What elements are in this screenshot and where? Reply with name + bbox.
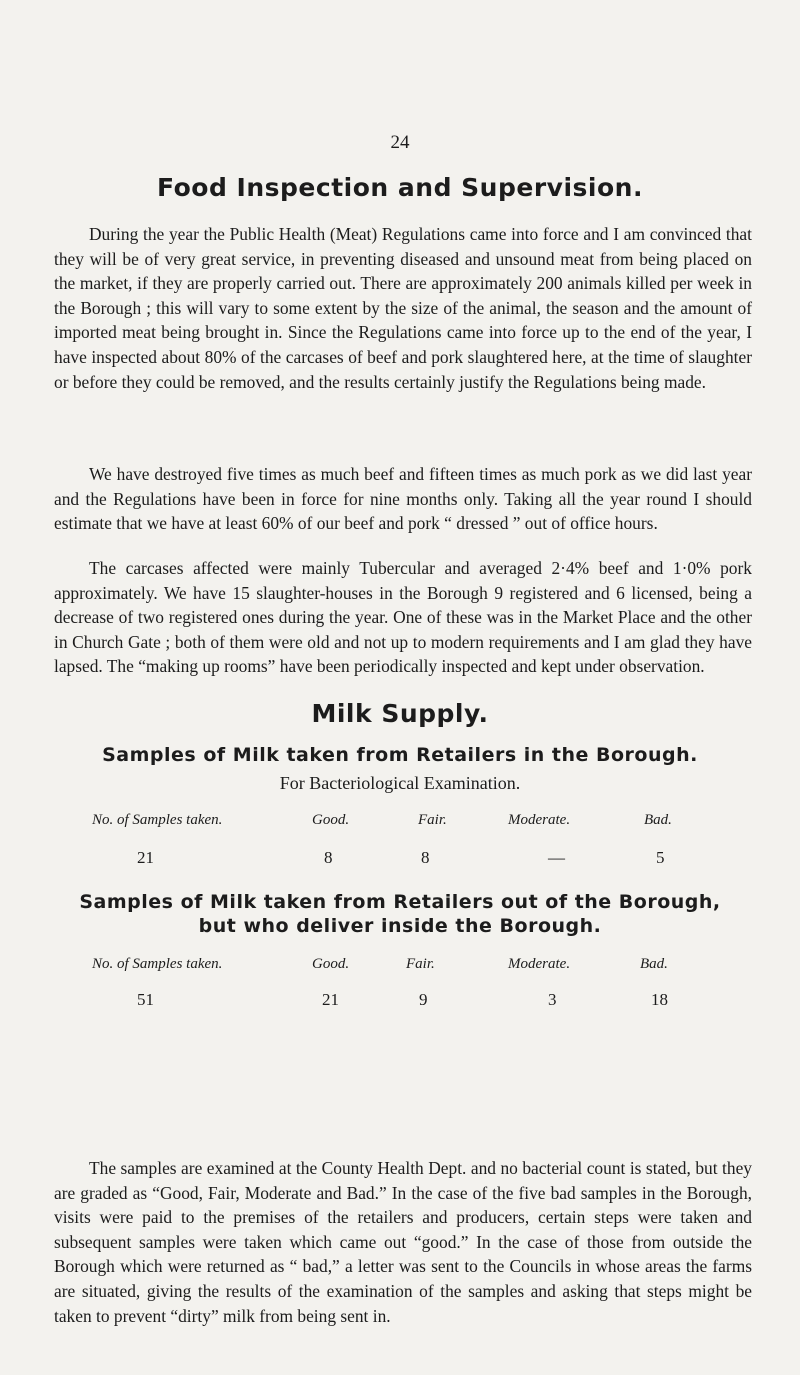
- table2-value-bad: 18: [651, 990, 668, 1009]
- table1-header-row: [0, 812, 800, 832]
- table1-header-good: Good.: [312, 812, 350, 828]
- table1-value-samples: 21: [137, 848, 154, 867]
- food-inspection-heading: Food Inspection and Supervision.: [157, 173, 643, 202]
- table2-header-bad: Bad.: [640, 956, 668, 972]
- table2: [0, 956, 800, 1012]
- page-number: 24: [390, 132, 410, 153]
- milk-supply-heading: Milk Supply.: [311, 699, 489, 728]
- table2-value-good: 21: [322, 990, 339, 1009]
- table1-subtitle: For Bacteriological Examination.: [279, 773, 521, 793]
- table2-header-moderate: Moderate.: [508, 956, 571, 972]
- table2-title: [0, 890, 800, 938]
- table2-value-fair: 9: [419, 990, 428, 1009]
- food-paragraph-1: During the year the Public Health (Meat) Regulations came into force and I am convinced that they will be of very great service, in preventing diseased and unsound meat from being placed on the market, if they are properly carried out. There are approximately 200 animals killed per week in the Borough ; this will vary to some extent by the size of the animal, the season and the amount of imported meat being brought in. Since the Regulations came into force up to the end of the year, I have inspected about 80% of the carcases of beef and pork slaughtered here, at the time of slaughter or before they could be removed, and the results certainly justify the Regulations being made.: [54, 224, 752, 392]
- table1-value-moderate: —: [548, 848, 565, 867]
- table2-value-moderate: 3: [548, 990, 557, 1009]
- milk-paragraph: The samples are examined at the County Health Dept. and no bacterial count is stated, but they are graded as “Good, Fair, Moderate and Bad.” In the case of the five bad samples in the Borough, visits were paid to the premises of the retailers and producers, certain steps were taken and subsequent samples were taken which came out “good.” In the case of those from outside the Borough which were returned as “ bad,” a letter was sent to the Councils in whose areas the farms are situated, giving the results of the examination of the samples and asking that steps might be taken to prevent “dirty” milk from being sent in.: [54, 1158, 752, 1326]
- table2-title-line2: but who deliver inside the Borough.: [198, 915, 602, 937]
- table1-header-moderate: Moderate.: [508, 812, 571, 828]
- table1-value-bad: 5: [656, 848, 665, 867]
- table1-value-row: [0, 848, 800, 870]
- table1-title: Samples of Milk taken from Retailers in the Borough.: [102, 744, 698, 766]
- table2-header-good: Good.: [312, 956, 350, 972]
- food-paragraph-2: We have destroyed five times as much beef and fifteen times as much pork as we did last year and the Regulations have been in force for nine months only. Taking all the year round I should estimate that we have at least 60% of our beef and pork “ dressed ” out of office hours.: [54, 464, 752, 534]
- table1-value-good: 8: [324, 848, 333, 867]
- table1-header-fair: Fair.: [418, 812, 447, 828]
- table2-title-line1: Samples of Milk taken from Retailers out of the Borough,: [79, 891, 721, 913]
- table2-header-fair: Fair.: [406, 956, 435, 972]
- table2-value-row: [0, 990, 800, 1012]
- table1-header-bad: Bad.: [644, 812, 672, 828]
- table1: [0, 812, 800, 870]
- food-paragraph-3: The carcases affected were mainly Tubercular and averaged 2·4% beef and 1·0% pork approximately. We have 15 slaughter-houses in the Borough 9 registered and 6 licensed, being a decrease of two registered ones during the year. One of these was in the Market Place and the other in Church Gate ; both of them were old and not up to modern requirements and I am glad they have lapsed. The “making up rooms” have been periodically inspected and kept under observation.: [54, 558, 752, 677]
- table2-header-row: [0, 956, 800, 976]
- table2-value-samples: 51: [137, 990, 154, 1009]
- table1-value-fair: 8: [421, 848, 430, 867]
- table2-header-samples: No. of Samples taken.: [92, 956, 223, 972]
- table1-header-samples: No. of Samples taken.: [92, 812, 223, 828]
